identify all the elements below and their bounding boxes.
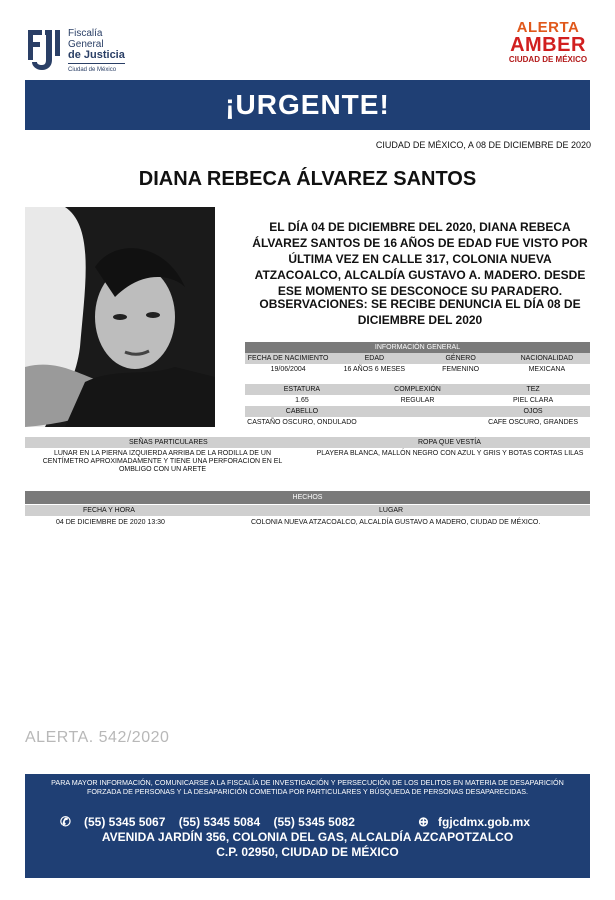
amber-line-2: AMBER [510,34,586,56]
date-line: CIUDAD DE MÉXICO, A 08 DE DICIEMBRE DE 2020 [375,140,591,150]
address-line-2: C.P. 02950, CIUDAD DE MÉXICO [216,845,399,859]
footer-info: PARA MAYOR INFORMACIÓN, COMUNICARSE A LA FISCALÍA DE INVESTIGACIÓN Y PERSECUCIÓN DE LOS DELITOS EN MATERIA DE DESAPARICIÓN FORZADA DE PERSONAS Y LA DESAPARICIÓN COMETIDA POR PARTICULARES Y BÚSQUEDA DE PERSONAS DESAPARECIDAS. [51,778,564,796]
header-place: LUGAR [379,507,404,514]
value-eyes: CAFE OSCURO, GRANDES [488,419,578,426]
footer [25,774,590,878]
value-birthdate: 19/06/2004 [270,366,306,373]
header-skin: TEZ [526,386,540,393]
header-build: COMPLEXIÓN [394,386,441,393]
facts-header [25,505,590,516]
facts-values [25,517,590,528]
physical-info-table [245,384,590,428]
header-eyes: OJOS [523,408,543,415]
value-hair: CASTAÑO OSCURO, ONDULADO [247,419,357,426]
globe-icon: ⊕ [418,814,429,829]
phone-icon: ✆ [60,814,71,829]
fgj-logo [24,26,64,74]
alerta-amber-logo [508,20,588,76]
header-nationality: NACIONALIDAD [520,355,574,362]
fgj-line-1: Fiscalía [68,28,103,39]
website-link[interactable]: fgjcdmx.gob.mx [438,815,531,829]
header-datetime: FECHA Y HORA [83,507,135,514]
header-gender: GÉNERO [445,355,476,362]
general-info-table [245,342,590,375]
amber-line-1: ALERTA [516,19,580,36]
urgent-banner: ¡URGENTE! [25,80,590,130]
info-title: INFORMACIÓN GENERAL [374,344,461,351]
header-birthdate: FECHA DE NACIMIENTO [247,355,329,362]
description: EL DÍA 04 DE DICIEMBRE DEL 2020, DIANA REBECA ÁLVAREZ SANTOS DE 16 AÑOS DE EDAD FUE VISTO POR ÚLTIMA VEZ EN CALLE 317, COLONIA NUEVA ATZACOALCO, ALCALDÍA GUSTAVO A. MADERO. DESDE ESE MOMENTO SE DESCONOCE SU PARADERO. [252,220,588,298]
address-line-1: AVENIDA JARDÍN 356, COLONIA DEL GAS, ALCALDÍA AZCAPOTZALCO [101,830,514,844]
phone-numbers: (55) 5345 5067 (55) 5345 5084 (55) 5345 5082 [84,815,355,829]
contact-row [60,814,560,830]
alert-number: ALERTA. 542/2020 [25,729,170,746]
header [0,0,615,80]
fgj-title [68,28,125,76]
header-hair: CABELLO [285,408,319,415]
fgj-line-4: Ciudad de México [68,63,125,76]
missing-person-name: DIANA REBECA ÁLVAREZ SANTOS [138,168,477,190]
person-photo [25,207,215,427]
value-marks: LUNAR EN LA PIERNA IZQUIERDA ARRIBA DE LA RODILLA DE UN CENTÍMETRO APROXIMADAMENTE Y TIENE UNA PERFORACION EN EL OMBLIGO CON UN ARETE [42,450,283,473]
amber-line-3: CIUDAD DE MÉXICO [508,55,588,64]
value-age: 16 AÑOS 6 MESES [343,366,406,373]
observations: OBSERVACIONES: SE RECIBE DENUNCIA EL DÍA 08 DE DICIEMBRE DEL 2020 [259,297,581,327]
marks-clothing-header [25,437,590,448]
facts-title: HECHOS [25,491,590,504]
photo-placeholder [25,207,215,427]
header-marks: SEÑAS PARTICULARES [129,439,208,446]
value-skin: PIEL CLARA [512,397,554,404]
value-datetime: 04 DE DICIEMBRE DE 2020 13:30 [56,519,165,526]
value-place: COLONIA NUEVA ATZACOALCO, ALCALDÍA GUSTAVO A MADERO, CIUDAD DE MÉXICO. [251,519,541,526]
value-gender: FEMENINO [442,366,480,373]
fgj-line-2: General [68,39,104,50]
value-nationality: MEXICANA [528,366,566,373]
header-age: EDAD [364,355,385,362]
fgj-line-3: de Justicia [68,49,125,61]
header-clothing: ROPA QUE VESTÍA [418,439,481,446]
value-height: 1.65 [295,397,309,404]
header-height: ESTATURA [283,386,321,393]
value-build: REGULAR [400,397,435,404]
value-clothing: PLAYERA BLANCA, MALLÓN NEGRO CON AZUL Y GRIS Y BOTAS CORTAS LILAS [316,450,584,457]
